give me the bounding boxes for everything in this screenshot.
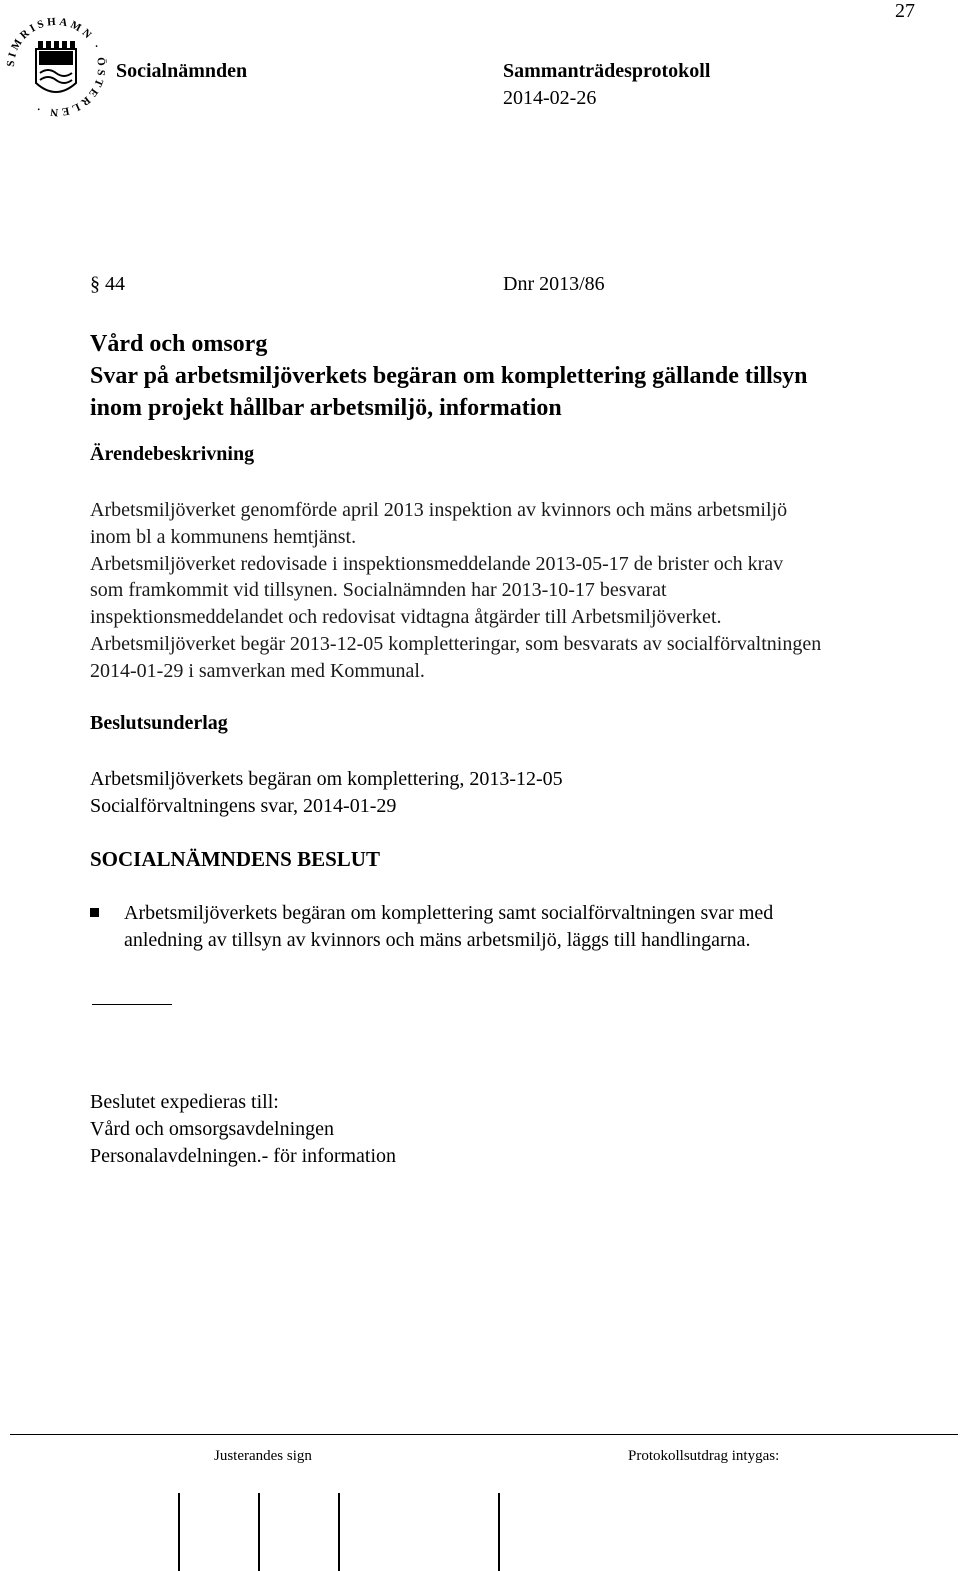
paragraph-number: § 44 — [90, 273, 125, 295]
text-line: Vård och omsorgsavdelningen — [90, 1117, 335, 1140]
signature-box-divider — [338, 1493, 340, 1571]
distribution-heading: Beslutet expedieras till: — [90, 1091, 279, 1113]
square-bullet-icon — [90, 908, 99, 917]
text-line: 2014-01-29 i samverkan med Kommunal. — [90, 659, 425, 682]
title-line: inom projekt hållbar arbetsmiljö, information — [90, 395, 562, 421]
seal-text: SIMRISHAMN · ÖSTERLEN · — [4, 15, 108, 119]
decision-list — [90, 900, 950, 954]
committee-name: Socialnämnden — [116, 60, 248, 82]
meeting-date: 2014-02-26 — [503, 87, 597, 109]
footer-divider — [10, 1434, 958, 1435]
list-item — [90, 900, 950, 954]
text-line: Arbetsmiljöverkets begäran om komplettering, 2013-12-05 — [90, 768, 563, 790]
page-number: 27 — [895, 0, 915, 22]
case-title — [90, 328, 808, 424]
signature-box-divider — [498, 1493, 500, 1571]
description-text — [90, 497, 950, 685]
municipal-seal-icon — [0, 5, 112, 125]
justerandes-sign-label: Justerandes sign — [214, 1448, 312, 1464]
text-line: Arbetsmiljöverket begär 2013-12-05 kompletteringar, som besvarats av socialförvaltningen — [90, 632, 822, 655]
title-line: Vård och omsorg — [90, 331, 268, 357]
text-line: Personalavdelningen.- för information — [90, 1144, 397, 1167]
text-line: Socialförvaltningens svar, 2014-01-29 — [90, 794, 397, 817]
document-type: Sammanträdesprotokoll — [503, 60, 711, 82]
title-line: Svar på arbetsmiljöverkets begäran om komplettering gällande tillsyn — [90, 363, 808, 389]
text-line: som framkommit vid tillsynen. Socialnämnden har 2013-10-17 besvarat — [90, 579, 667, 602]
basis-heading: Beslutsunderlag — [90, 712, 228, 734]
protokollsutdrag-label: Protokollsutdrag intygas: — [628, 1448, 780, 1464]
svg-text:SIMRISHAMN · ÖSTERLEN · — [5, 16, 109, 119]
description-heading: Ärendebeskrivning — [90, 443, 255, 465]
decision-heading: SOCIALNÄMNDENS BESLUT — [90, 847, 380, 871]
basis-list — [90, 766, 950, 820]
divider — [92, 1004, 172, 1005]
distribution-block — [90, 1089, 950, 1169]
text-line: inspektionsmeddelandet och redovisat vidtagna åtgärder till Arbetsmiljöverket. — [90, 606, 722, 629]
decision-line: anledning av tillsyn av kvinnors och mäns arbetsmiljö, läggs till handlingarna. — [124, 929, 751, 951]
text-line: Arbetsmiljöverket genomförde april 2013 inspektion av kvinnors och mäns arbetsmiljö — [90, 499, 788, 521]
seal-emblem-icon — [36, 41, 76, 92]
decision-line: Arbetsmiljöverkets begäran om komplettering samt socialförvaltningen svar med — [124, 902, 774, 924]
case-number: Dnr 2013/86 — [503, 273, 605, 295]
signature-box-divider — [178, 1493, 180, 1571]
text-line: inom bl a kommunens hemtjänst. — [90, 525, 357, 548]
signature-box-divider — [258, 1493, 260, 1571]
text-line: Arbetsmiljöverket redovisade i inspektionsmeddelande 2013-05-17 de brister och krav — [90, 552, 784, 575]
